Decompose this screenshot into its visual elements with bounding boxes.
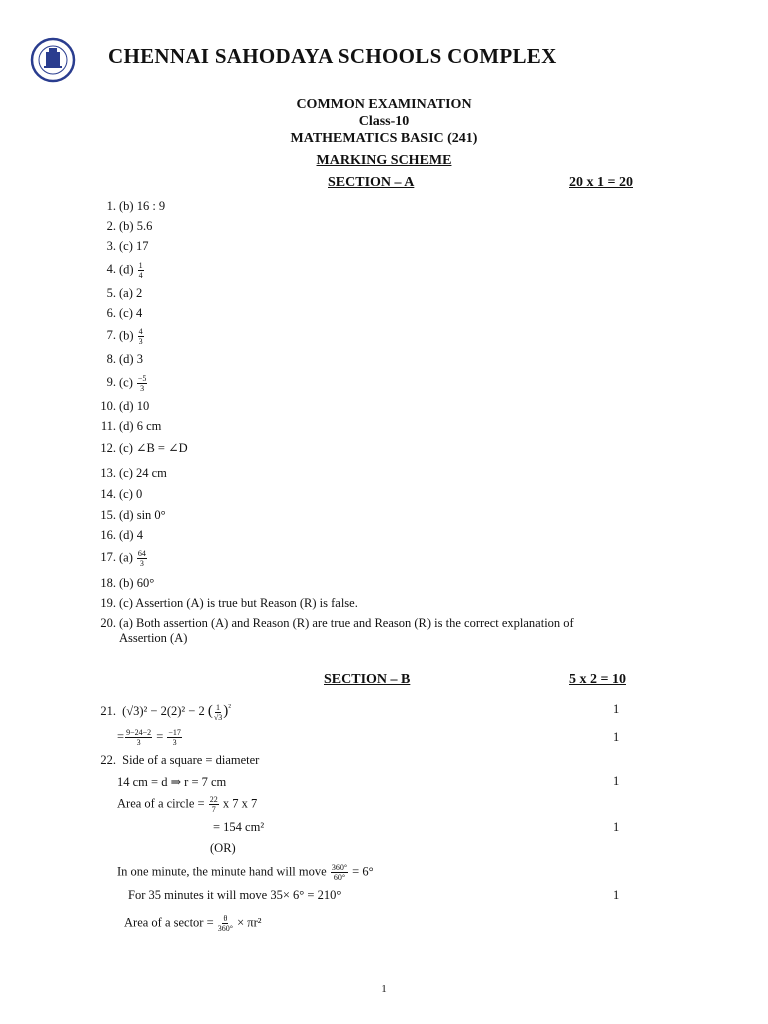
q22-line6: For 35 minutes it will move 35× 6° = 210° (128, 888, 342, 902)
answer-text: (b) 60° (119, 576, 155, 590)
answer-item (86, 528, 143, 543)
question-number: 18. (100, 576, 116, 590)
q22-line5: In one minute, the minute hand will move $\frac{360^\circ}{60^\circ}$ = 6° (117, 863, 374, 882)
q22-line3: Area of a circle = $\frac{22}{7}$ x 7 x 7 (117, 795, 258, 814)
question-number: 11. (100, 419, 116, 433)
question-number: 2. (106, 219, 116, 233)
answer-item (86, 261, 145, 280)
answer-text: (d) 10 (119, 399, 150, 413)
class-label: Class-10 (358, 114, 410, 129)
question-number: 19. (100, 596, 116, 610)
organization-name: CHENNAI SAHODAYA SCHOOLS COMPLEX (108, 44, 557, 68)
section-b-title: SECTION – B (324, 672, 411, 687)
question-number: 14. (100, 487, 116, 501)
school-logo (22, 36, 84, 86)
q21-mark-1: 1 (613, 702, 620, 716)
q21-mark-2: 1 (613, 730, 620, 744)
question-number: 17. (100, 550, 116, 565)
answer-item (86, 239, 149, 254)
q22-line1: Side of a square = diameter (122, 753, 260, 767)
question-number: 22. (100, 753, 116, 767)
answer-item (86, 487, 142, 502)
answer-item (86, 327, 145, 346)
answer-text: (d) 4 (119, 528, 143, 542)
page-number: 1 (381, 983, 387, 995)
question-number: 21. (100, 704, 116, 719)
answer-item (86, 576, 154, 591)
answer-item (86, 399, 149, 414)
answer-fraction: $\frac{4}{3}$ (138, 327, 143, 346)
answer-text: (c) 0 (119, 487, 143, 501)
answer-text: (c) Assertion (A) is true but Reason (R) is false. (119, 596, 358, 610)
answer-text: (b) (119, 328, 134, 343)
answer-text: (a) 2 (119, 286, 143, 300)
answer-text: (b) 16 : 9 (119, 199, 166, 213)
marking-scheme-title: MARKING SCHEME (316, 153, 452, 168)
question-number: 4. (106, 262, 116, 277)
answer-text: (b) 5.6 (119, 219, 153, 233)
question-number: 5. (106, 286, 116, 300)
q21-line1: (√3)² − 2(2)² − 2 (122, 704, 205, 719)
question-22 (86, 753, 259, 768)
question-number: 15. (100, 508, 116, 522)
answer-fraction: $\frac{-5}{3}$ (137, 374, 147, 393)
answer-item (86, 549, 148, 568)
answer-item (86, 466, 167, 481)
question-number: 8. (106, 352, 116, 366)
answer-item (86, 596, 358, 611)
question-number: 10. (100, 399, 116, 413)
question-number: 7. (106, 328, 116, 343)
answer-item (86, 306, 142, 321)
answer-item (86, 219, 152, 234)
section-a-title: SECTION – A (328, 175, 415, 190)
answer-item (86, 616, 574, 646)
answer-item (86, 419, 161, 434)
answer-item (86, 286, 142, 301)
q22-mark-1: 1 (613, 774, 620, 788)
answer-item (86, 440, 188, 456)
question-number: 9. (106, 375, 116, 390)
question-number: 6. (106, 306, 116, 320)
question-number: 16. (100, 528, 116, 542)
answer-item (86, 374, 148, 393)
q22-mark-3: 1 (613, 888, 620, 902)
answer-text: (d) 6 cm (119, 419, 162, 433)
answer-item (86, 352, 143, 367)
answer-item (86, 199, 165, 214)
answer-fraction: $\frac{64}{3}$ (137, 549, 146, 568)
answer-text: (d) (119, 262, 134, 277)
section-a-marks: 20 x 1 = 20 (569, 175, 633, 190)
q22-line7: Area of a sector = $\frac{\theta}{360^\circ}$ × πr² (124, 914, 262, 933)
answer-text: (d) sin 0° (119, 508, 166, 522)
answer-text-continued: Assertion (A) (119, 631, 188, 645)
answer-text: (c) 4 (119, 306, 143, 320)
question-number: 20. (100, 616, 116, 630)
answer-text: (c) 17 (119, 239, 149, 253)
q22-or: (OR) (210, 841, 236, 855)
answer-fraction: $\frac{1}{4}$ (138, 261, 143, 280)
subject-label: MATHEMATICS BASIC (241) (290, 131, 478, 146)
answer-text: (c) 24 cm (119, 466, 167, 480)
question-number: 13. (100, 466, 116, 480)
section-b-marks: 5 x 2 = 10 (569, 672, 626, 687)
question-number: 1. (106, 199, 116, 213)
answer-text: (d) 3 (119, 352, 143, 366)
answer-text: (c) (119, 375, 133, 390)
answer-text: (a) Both assertion (A) and Reason (R) are true and Reason (R) is the correct explanation of (119, 616, 574, 630)
question-number: 3. (106, 239, 116, 253)
answer-item (86, 508, 166, 523)
question-21: 21. (√3)² − 2(2)² − 2 ( $\frac{1}{√3}$ )$^{^2}$ (86, 702, 231, 722)
q21-fraction: $\frac{1}{√3}$ (213, 702, 223, 722)
answer-text: (c) ∠B = ∠D (119, 441, 188, 455)
exam-title: COMMON EXAMINATION (296, 97, 472, 112)
q22-mark-2: 1 (613, 820, 620, 834)
answer-text: (a) (119, 550, 133, 565)
question-number: 12. (100, 441, 116, 455)
q21-line2: = $\frac{9-24-2}{3}$ = $\frac{-17}{3}$ (117, 728, 181, 747)
q22-line4: = 154 cm² (213, 820, 265, 834)
q22-line2: 14 cm = d ⇒ r = 7 cm (117, 775, 227, 789)
